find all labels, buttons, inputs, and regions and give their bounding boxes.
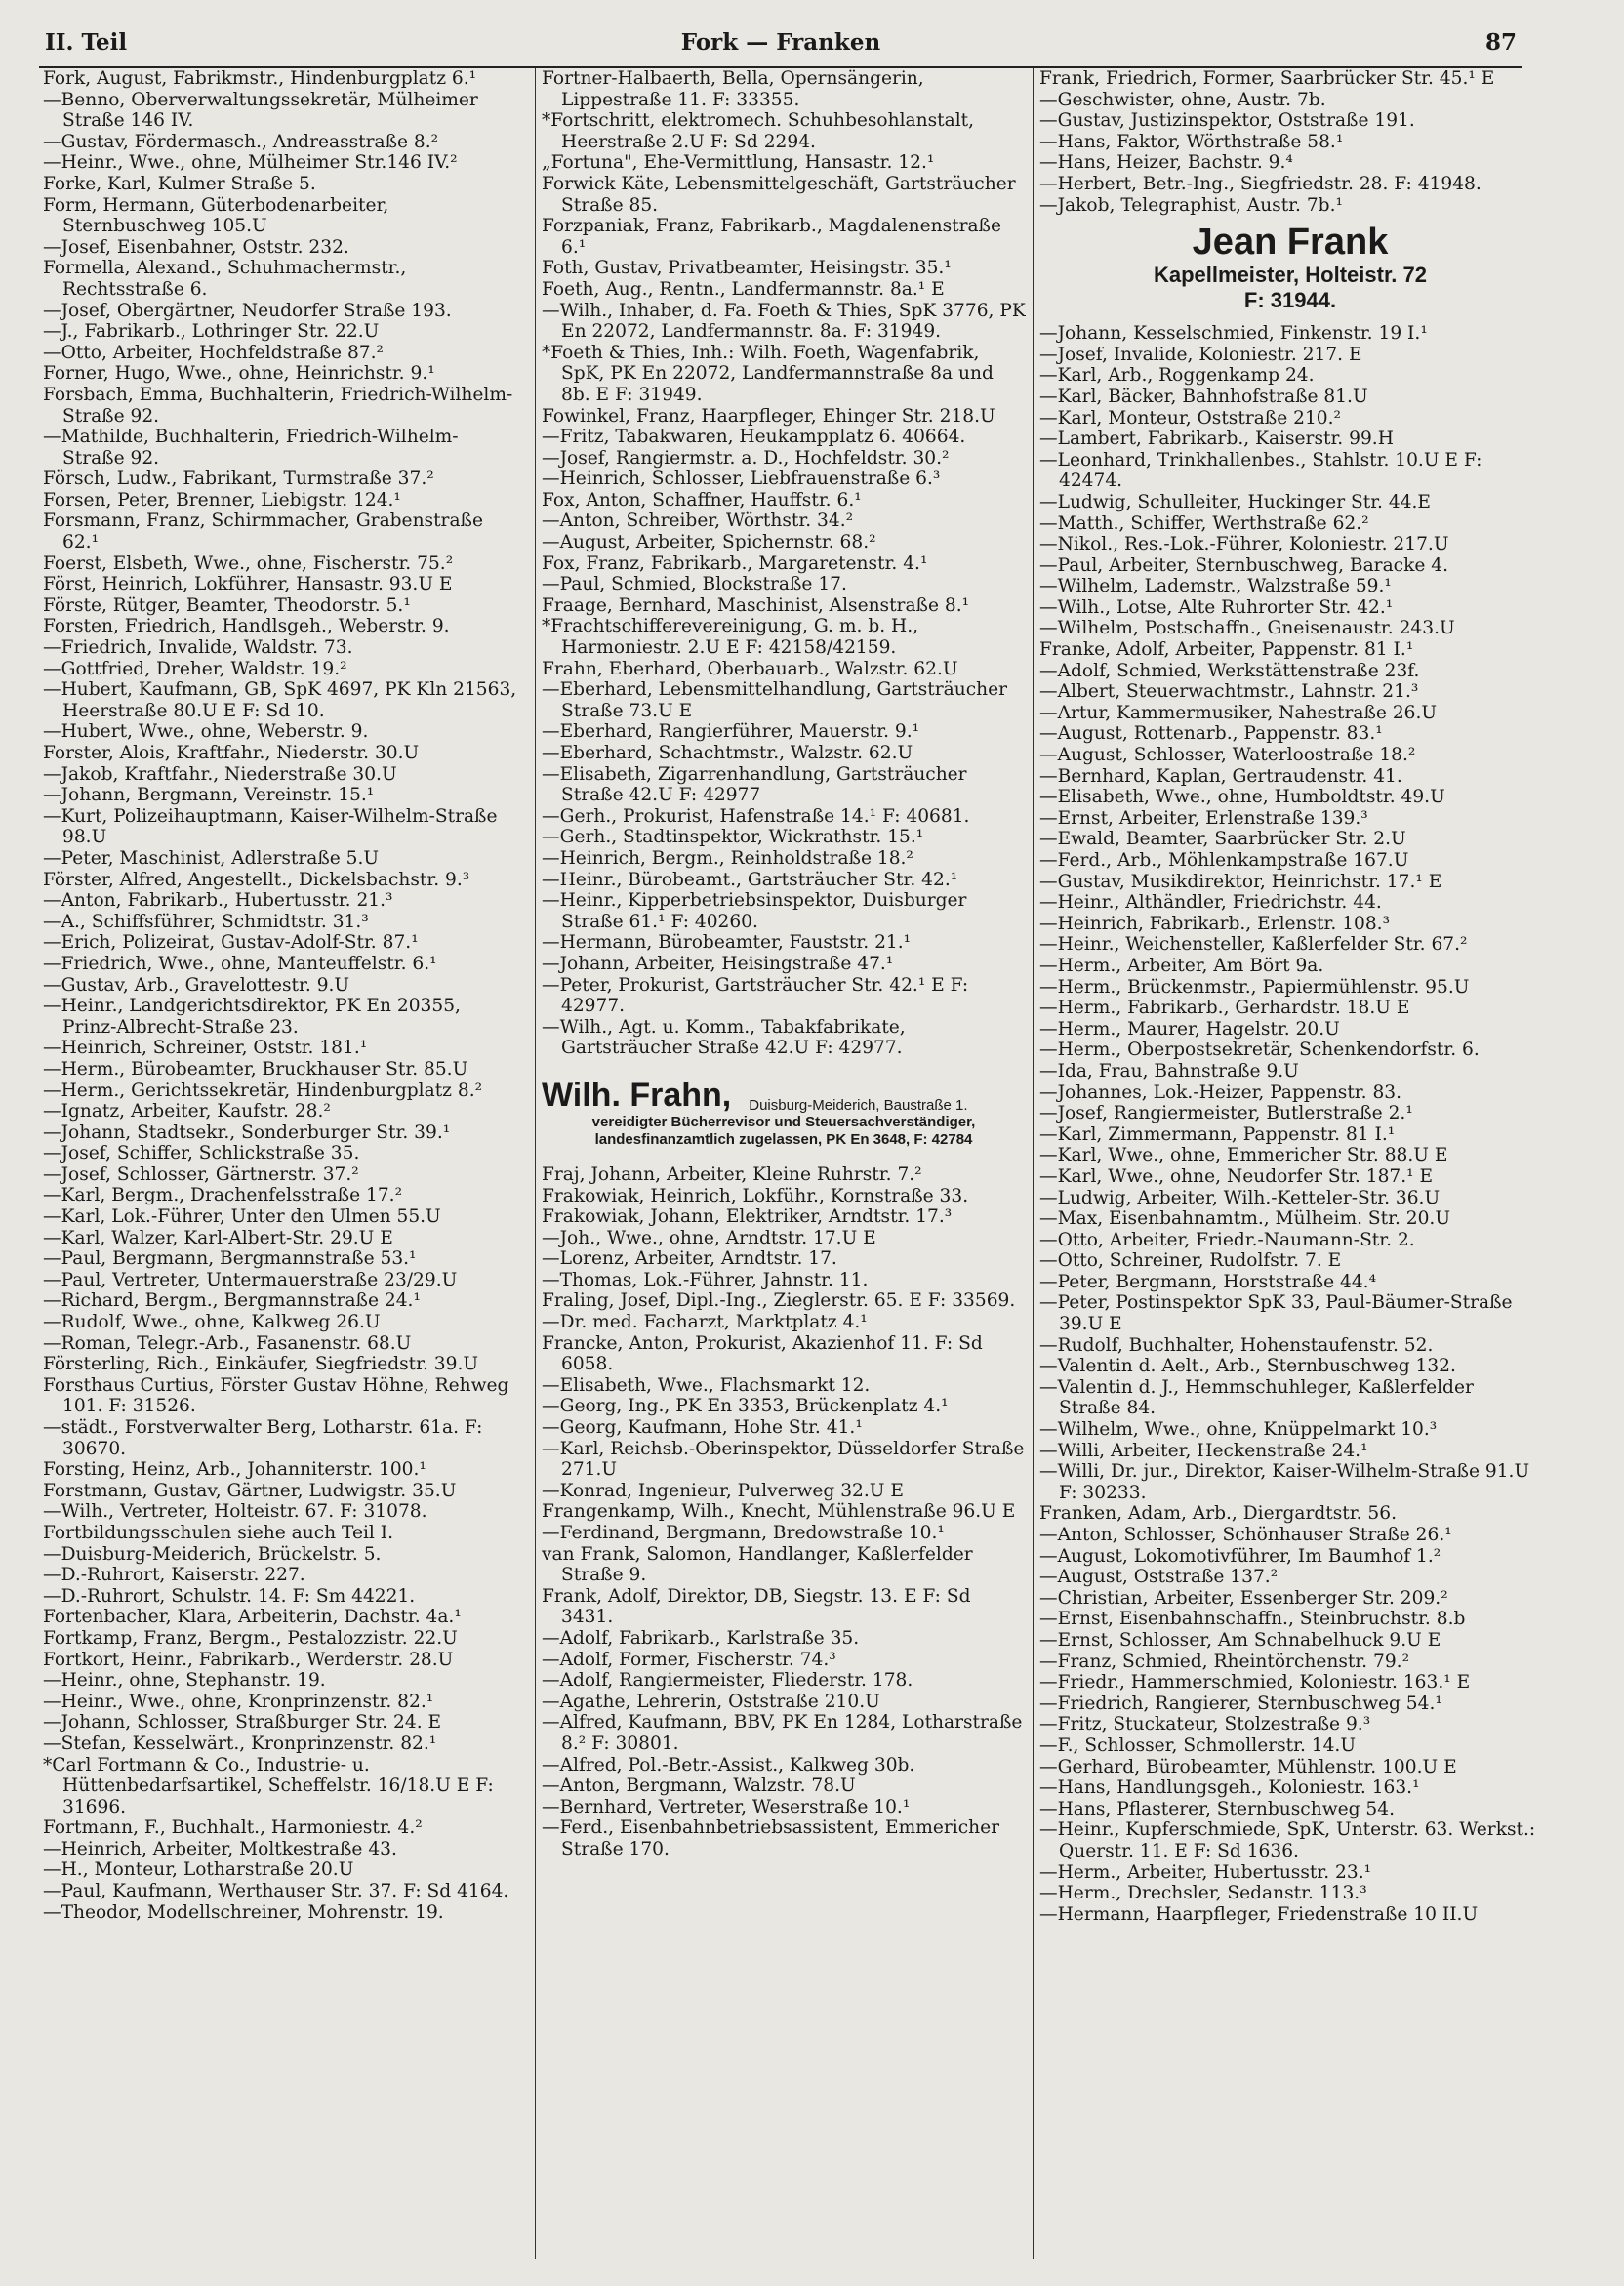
column-1-entries [43,68,517,1923]
directory-entry: Forsthaus Curtius, Förster Gustav Höhne, Rehweg 101. F: 31526. [43,1374,509,1417]
directory-entry: —Gustav, Fördermasch., Andreasstraße 8.² [43,131,439,152]
directory-entry: —Wilh., Lotse, Alte Ruhrorter Str. 42.¹ [1039,596,1394,618]
directory-entry: —Roman, Telegr.-Arb., Fasanenstr. 68.U [43,1332,412,1354]
directory-entry: —Kurt, Polizeihauptmann, Kaiser-Wilhelm-Straße 98.U [43,805,498,848]
directory-entry: —Anton, Schlosser, Schönhauser Straße 26.¹ [1039,1525,1452,1545]
directory-entry: —Friedrich, Invalide, Waldstr. 73. [43,637,353,659]
directory-entry: —Gottfried, Dreher, Waldstr. 19.² [43,658,347,679]
directory-entry: —August, Oststraße 137.² [1039,1567,1279,1588]
directory-entry: —August, Schlosser, Waterloostraße 18.² [1039,745,1416,766]
directory-entry: —Mathilde, Buchhalterin, Friedrich-Wilhelm-Straße 92. [43,427,459,469]
column-3 [1033,68,1541,2259]
directory-entry: —Elisabeth, Zigarrenhandlung, Gartsträucher Straße 42.U F: 42977 [542,763,967,806]
directory-entry: Förster, Alfred, Angestellt., Dickelsbachstr. 9.³ [43,869,470,890]
directory-entry: —Dr. med. Facharzt, Marktplatz 4.¹ [542,1312,868,1333]
directory-entry: —Heinrich, Schlosser, Liebfrauenstraße 6.³ [542,469,941,490]
directory-entry: —Karl, Monteur, Oststraße 210.² [1039,407,1341,429]
column-2 [535,68,1026,2259]
directory-entry: *Frachtschifferevereinigung, G. m. b. H., Harmoniestr. 2.U E F: 42158/42159. [542,616,919,659]
directory-entry: —Heinr., Weichensteller, Kaßlerfelder Str. 67.² [1039,934,1468,956]
directory-entry: —Heinrich, Bergm., Reinholdstraße 18.² [542,847,914,869]
directory-entry: —Ferd., Arb., Möhlenkampstraße 167.U [1039,850,1409,871]
ad-address: Duisburg-Meiderich, Baustraße 1. [749,1096,968,1114]
directory-entry: —Heinr., Wwe., ohne, Kronprinzenstr. 82.¹ [43,1691,434,1712]
directory-entry: —Ludwig, Schulleiter, Huckinger Str. 44.E [1039,491,1432,512]
directory-entry: —Gustav, Arb., Gravelottestr. 9.U [43,974,350,996]
directory-entry: —Adolf, Former, Fischerstr. 74.³ [542,1649,836,1670]
directory-entry: —Wilhelm, Wwe., ohne, Knüppelmarkt 10.³ [1039,1419,1438,1441]
directory-entry: —Leonhard, Trinkhallenbes., Stahlstr. 10.U E F: 42474. [1039,449,1482,492]
directory-entry: —Heinr., Kipperbetriebsinspektor, Duisburger Straße 61.¹ F: 40260. [542,890,967,932]
directory-entry: —Johann, Kesselschmied, Finkenstr. 19 I.¹ [1039,323,1428,345]
directory-entry: —Ernst, Schlosser, Am Schnabelhuck 9.U E [1039,1629,1441,1651]
directory-entry: Först, Heinrich, Lokführer, Hansastr. 93.U E [43,574,453,595]
directory-entry: Forsen, Peter, Brenner, Liebigstr. 124.¹ [43,489,401,510]
directory-entry: —Karl, Walzer, Karl-Albert-Str. 29.U E [43,1227,393,1248]
directory-entry: Frakowiak, Johann, Elektriker, Arndtstr. 17.³ [542,1206,953,1228]
directory-entry: Forzpaniak, Franz, Fabrikarb., Magdalenenstraße 6.¹ [542,216,1001,258]
directory-entry: —Gustav, Justizinspektor, Oststraße 191. [1039,110,1415,132]
directory-entry: —Johann, Arbeiter, Heisingstraße 47.¹ [542,953,894,974]
directory-entry: —Johannes, Lok.-Heizer, Pappenstr. 83. [1039,1082,1402,1103]
column-3-entries-top [1039,68,1541,216]
directory-entry: Försch, Ludw., Fabrikant, Turmstraße 37.² [43,469,434,490]
directory-entry: —Heinr., Kupferschmiede, SpK, Unterstr. 63. Werkst.: Querstr. 11. E F: Sd 1636. [1039,1819,1536,1861]
directory-entry: —Friedrich, Rangierer, Sternbuschweg 54.¹ [1039,1693,1442,1714]
directory-entry: —Elisabeth, Wwe., ohne, Humboldtstr. 49.U [1039,787,1445,808]
advertisement-wilh-frahn [542,1077,1026,1149]
directory-entry: —Hermann, Bürobeamter, Fauststr. 21.¹ [542,932,912,954]
directory-entry: Forster, Alois, Kraftfahr., Niederstr. 30.U [43,743,420,763]
directory-entry: —Paul, Schmied, Blockstraße 17. [542,574,847,595]
directory-entry: —Paul, Vertreter, Untermauerstraße 23/29.U [43,1269,458,1290]
directory-entry: Fowinkel, Franz, Haarpfleger, Ehinger Str. 218.U [542,405,995,427]
directory-entry: —Peter, Postinspektor SpK 33, Paul-Bäumer-Straße 39.U E [1039,1292,1513,1335]
directory-entry: —Wilhelm, Lademstr., Walzstraße 59.¹ [1039,576,1392,597]
directory-entry: Fortenbacher, Klara, Arbeiterin, Dachstr. 4a.¹ [43,1607,462,1628]
ad-line-2: F: 31944. [1243,288,1337,313]
directory-entry: „Fortuna", Ehe-Vermittlung, Hansastr. 12.¹ [542,152,935,174]
directory-entry: —Johann, Stadtsekr., Sonderburger Str. 39.¹ [43,1122,451,1143]
directory-entry: —Karl, Zimmermann, Pappenstr. 81 I.¹ [1039,1123,1396,1145]
directory-entry: —Agathe, Lehrerin, Oststraße 210.U [542,1691,880,1712]
directory-entry: —Alfred, Kaufmann, BBV, PK En 1284, Lotharstraße 8.² F: 30801. [542,1712,1023,1754]
directory-entry: —Ewald, Beamter, Saarbrücker Str. 2.U [1039,829,1406,850]
directory-entry: Fortner-Halbaerth, Bella, Opernsängerin, Lippestraße 11. F: 33355. [542,68,924,110]
directory-entry: —Herm., Arbeiter, Am Bört 9a. [1039,955,1324,976]
directory-entry: —Albert, Steuerwachtmstr., Lahnstr. 21.³ [1039,681,1419,703]
directory-entry: —Karl, Bergm., Drachenfelsstraße 17.² [43,1185,403,1206]
directory-entry: Frangenkamp, Wilh., Knecht, Mühlenstraße 96.U E [542,1501,1016,1523]
directory-entry: —Hans, Pflasterer, Sternbuschweg 54. [1039,1798,1395,1819]
directory-entry: —Rudolf, Buchhalter, Hohenstaufenstr. 52. [1039,1334,1434,1356]
directory-entry: —Hermann, Haarpfleger, Friedenstraße 10 II.U [1039,1903,1479,1925]
directory-entry: Försterling, Rich., Einkäufer, Siegfriedstr. 39.U [43,1354,479,1375]
directory-entry: —D.-Ruhrort, Kaiserstr. 227. [43,1565,305,1586]
directory-entry: —Max, Eisenbahnamtm., Mülheim. Str. 20.U [1039,1208,1451,1230]
ad-name: Wilh. Frahn, [542,1076,732,1114]
directory-entry: —Paul, Kaufmann, Werthauser Str. 37. F: Sd 4164. [43,1881,509,1902]
directory-entry: —Herbert, Betr.-Ing., Siegfriedstr. 28. F: 41948. [1039,173,1482,194]
directory-entry: —Gerh., Prokurist, Hafenstraße 14.¹ F: 40681. [542,805,970,827]
directory-entry: Fraj, Johann, Arbeiter, Kleine Ruhrstr. 7.² [542,1163,922,1185]
directory-entry: Fortbildungsschulen siehe auch Teil I. [43,1522,394,1543]
directory-entry: Fox, Anton, Schaffner, Hauffstr. 6.¹ [542,489,862,510]
directory-entry: Form, Hermann, Güterbodenarbeiter, Sternbuschweg 105.U [43,194,389,237]
directory-entry: —Paul, Arbeiter, Sternbuschweg, Baracke 4. [1039,554,1448,576]
directory-entry: —Karl, Reichsb.-Oberinspektor, Düsseldorfer Straße 271.U [542,1438,1025,1481]
directory-entry: —Herm., Maurer, Hagelstr. 20.U [1039,1018,1340,1040]
directory-entry: Fortkamp, Franz, Bergm., Pestalozzistr. 22.U [43,1627,458,1649]
directory-entry: Fortkort, Heinr., Fabrikarb., Werderstr. 28.U [43,1649,454,1670]
directory-entry: —Willi, Dr. jur., Direktor, Kaiser-Wilhelm-Straße 91.U F: 30233. [1039,1461,1530,1503]
page-number: 87 [1484,29,1517,56]
directory-entry: —Josef, Schlosser, Gärtnerstr. 37.² [43,1163,359,1185]
directory-entry: —Konrad, Ingenieur, Pulverweg 32.U E [542,1480,904,1501]
directory-entry: —Ernst, Arbeiter, Erlenstraße 139.³ [1039,807,1368,829]
directory-entry: —Nikol., Res.-Lok.-Führer, Koloniestr. 217.U [1039,534,1449,555]
directory-entry: Frank, Adolf, Direktor, DB, Siegstr. 13. E F: Sd 3431. [542,1585,971,1628]
directory-entry: —Geschwister, ohne, Austr. 7b. [1039,89,1326,110]
directory-entry: —Ferd., Eisenbahnbetriebsassistent, Emmericher Straße 170. [542,1817,1000,1859]
directory-entry: Fortmann, F., Buchhalt., Harmoniestr. 4.² [43,1817,423,1839]
directory-entry: —Artur, Kammermusiker, Nahestraße 26.U [1039,702,1438,723]
directory-entry: —Josef, Rangiermstr. a. D., Hochfeldstr. 30.² [542,447,950,469]
page-header [39,27,1522,68]
directory-entry: —August, Arbeiter, Spichernstr. 68.² [542,532,876,553]
directory-entry: —Heinr., Althändler, Friedrichstr. 44. [1039,892,1382,914]
directory-entry: —städt., Forstverwalter Berg, Lotharstr. 61a. F: 30670. [43,1417,483,1459]
directory-entry: —Anton, Bergmann, Walzstr. 78.U [542,1776,856,1797]
directory-entry: —Gerh., Stadtinspektor, Wickrathstr. 15.¹ [542,827,924,848]
directory-entry: —Willi, Arbeiter, Heckenstraße 24.¹ [1039,1440,1368,1461]
directory-entry: —Georg, Ing., PK En 3353, Brückenplatz 4.¹ [542,1396,949,1417]
directory-entry: —Elisabeth, Wwe., Flachsmarkt 12. [542,1374,871,1396]
directory-entry: —Josef, Rangiermeister, Butlerstraße 2.¹ [1039,1103,1413,1124]
directory-entry: —Adolf, Rangiermeister, Fliederstr. 178. [542,1670,914,1692]
directory-entry: Forsten, Friedrich, Handlsgeh., Weberstr. 9. [43,616,450,637]
directory-entry: —Friedrich, Wwe., ohne, Manteuffelstr. 6.¹ [43,953,437,974]
directory-entry: —Heinr., Bürobeamt., Gartsträucher Str. 42.¹ [542,869,958,890]
directory-entry: *Carl Fortmann & Co., Industrie- u. Hüttenbedarfsartikel, Scheffelstr. 16/18.U E F: 31696. [43,1754,494,1817]
column-1 [43,68,517,2259]
directory-entry: —Hubert, Kaufmann, GB, SpK 4697, PK Kln 21563, Heerstraße 80.U E F: Sd 10. [43,679,517,721]
directory-entry: Frakowiak, Heinrich, Lokführ., Kornstraße 33. [542,1185,969,1206]
directory-entry: Foeth, Aug., Rentn., Landfermannstr. 8a.¹ E [542,278,945,300]
ad-line-1: Kapellmeister, Holteistr. 72 [1153,263,1428,288]
directory-entry: —Hubert, Wwe., ohne, Weberstr. 9. [43,721,369,743]
directory-entry: —Johann, Schlosser, Straßburger Str. 24. E [43,1712,442,1734]
directory-entry: —J., Fabrikarb., Lothringer Str. 22.U [43,321,380,343]
directory-entry: —Herm., Oberpostsekretär, Schenkendorfstr. 6. [1039,1040,1480,1061]
directory-entry: —Benno, Oberverwaltungssekretär, Mülheimer Straße 146 IV. [43,89,478,132]
directory-entry: —Otto, Arbeiter, Friedr.-Naumann-Str. 2. [1039,1229,1415,1250]
directory-entry: —Otto, Arbeiter, Hochfeldstraße 87.² [43,342,384,363]
directory-entry: —Bernhard, Vertreter, Weserstraße 10.¹ [542,1796,911,1817]
directory-entry: —Jakob, Kraftfahr., Niederstraße 30.U [43,763,397,785]
column-2-entries-top [542,68,1026,1059]
directory-entry: —Eberhard, Rangierführer, Mauerstr. 9.¹ [542,721,920,743]
directory-entry: Forsmann, Franz, Schirmmacher, Grabenstraße 62.¹ [43,510,483,553]
directory-entry: Fox, Franz, Fabrikarb., Margaretenstr. 4.¹ [542,552,928,574]
directory-entry: —Theodor, Modellschreiner, Mohrenstr. 19. [43,1901,444,1923]
directory-entry: —Stefan, Kesselwärt., Kronprinzenstr. 82.¹ [43,1733,437,1754]
directory-entry: —Herm., Gerichtssekretär, Hindenburgplatz 8.² [43,1080,483,1101]
directory-entry: —Franz, Schmied, Rheintörchenstr. 79.² [1039,1651,1410,1672]
directory-entry: —Heinrich, Schreiner, Oststr. 181.¹ [43,1038,368,1059]
directory-entry: —Ignatz, Arbeiter, Kaufstr. 28.² [43,1101,331,1123]
directory-entry: —Friedr., Hammerschmied, Koloniestr. 163.¹ E [1039,1672,1471,1694]
directory-entry: Formella, Alexand., Schuhmachermstr., Rechtsstraße 6. [43,258,407,300]
directory-entry: —Erich, Polizeirat, Gustav-Adolf-Str. 87.¹ [43,932,419,954]
ad-name: Jean Frank [1192,222,1389,264]
directory-entry: —Heinrich, Arbeiter, Moltkestraße 43. [43,1838,397,1859]
directory-entry: —Heinr., Landgerichtsdirektor, PK En 20355, Prinz-Albrecht-Straße 23. [43,996,461,1038]
directory-entry: —Eberhard, Schachtmstr., Walzstr. 62.U [542,743,914,763]
directory-entry: —Ludwig, Arbeiter, Wilh.-Ketteler-Str. 36.U [1039,1187,1441,1208]
directory-entry: Forstmann, Gustav, Gärtner, Ludwigstr. 35.U [43,1480,457,1501]
directory-entry: —Peter, Prokurist, Gartsträucher Str. 42.¹ E F: 42977. [542,974,969,1017]
directory-entry: Frank, Friedrich, Former, Saarbrücker Str. 45.¹ E [1039,68,1495,89]
directory-entry: —Richard, Bergm., Bergmannstraße 24.¹ [43,1290,421,1312]
directory-entry: —Josef, Schiffer, Schlickstraße 35. [43,1143,360,1164]
directory-entry: —Wilh., Inhaber, d. Fa. Foeth & Thies, SpK 3776, PK En 22072, Landfermannstr. 8a. F: 31949. [542,300,1026,343]
directory-entry: —Matth., Schiffer, Werthstraße 62.² [1039,512,1369,534]
directory-entry: —Karl, Arb., Roggenkamp 24. [1039,365,1315,387]
directory-entry: —Thomas, Lok.-Führer, Jahnstr. 11. [542,1269,869,1290]
directory-entry: —Herm., Drechsler, Sedanstr. 113.³ [1039,1883,1367,1904]
directory-entry: —Valentin d. Aelt., Arb., Sternbuschweg 132. [1039,1356,1456,1377]
directory-entry: —Fritz, Tabakwaren, Heukampplatz 6. 40664. [542,427,966,448]
directory-entry: Forke, Karl, Kulmer Straße 5. [43,173,316,194]
directory-entry: Fraling, Josef, Dipl.-Ing., Zieglerstr. 65. E F: 33569. [542,1290,1016,1312]
directory-entry: —Eberhard, Lebensmittelhandlung, Gartsträucher Straße 73.U E [542,679,1007,721]
directory-entry: van Frank, Salomon, Handlanger, Kaßlerfelder Straße 9. [542,1543,973,1586]
directory-entry: —Georg, Kaufmann, Hohe Str. 41.¹ [542,1417,863,1439]
directory-entry: —Adolf, Fabrikarb., Karlstraße 35. [542,1627,860,1649]
directory-entry: —Lorenz, Arbeiter, Arndtstr. 17. [542,1248,837,1270]
directory-entry: —H., Monteur, Lotharstraße 20.U [43,1859,354,1881]
directory-entry: —Paul, Bergmann, Bergmannstraße 53.¹ [43,1248,417,1270]
directory-entry: —Herm., Arbeiter, Hubertusstr. 23.¹ [1039,1861,1372,1883]
directory-entry: —Karl, Wwe., ohne, Emmericher Str. 88.U E [1039,1145,1448,1166]
directory-entry: —Wilhelm, Postschaffn., Gneisenaustr. 243.U [1039,618,1455,639]
directory-entry: Forner, Hugo, Wwe., ohne, Heinrichstr. 9.¹ [43,363,435,385]
directory-entry: —Christian, Arbeiter, Essenberger Str. 209.² [1039,1587,1448,1609]
directory-entry: —Gustav, Musikdirektor, Heinrichstr. 17.¹ E [1039,871,1442,892]
directory-entry: *Foeth & Thies, Inh.: Wilh. Foeth, Wagenfabrik, SpK, PK En 22072, Landfermannstraße 8a und 8b. E F: 31949. [542,342,994,405]
column-2-entries-bottom [542,1164,1026,1860]
directory-entry: —Alfred, Pol.-Betr.-Assist., Kalkweg 30b. [542,1754,915,1776]
directory-entry: —Peter, Maschinist, Adlerstraße 5.U [43,847,380,869]
column-3-entries-bottom [1039,323,1541,1925]
directory-entry: —Adolf, Schmied, Werkstättenstraße 23f. [1039,660,1420,681]
directory-entry: —August, Lokomotivführer, Im Baumhof 1.² [1039,1545,1441,1567]
directory-entry: —Johann, Bergmann, Vereinstr. 15.¹ [43,785,375,806]
directory-entry: —Heinr., Wwe., ohne, Mülheimer Str.146 IV.² [43,152,458,174]
directory-entry: —Heinr., ohne, Stephanstr. 19. [43,1670,326,1692]
page-running-title: Fork — Franken [680,29,881,56]
directory-entry: —Ida, Frau, Bahnstraße 9.U [1039,1060,1299,1082]
directory-entry: —Karl, Bäcker, Bahnhofstraße 81.U [1039,386,1368,407]
directory-entry: Francke, Anton, Prokurist, Akazienhof 11. F: Sd 6058. [542,1332,983,1375]
directory-entry: —August, Rottenarb., Pappenstr. 83.¹ [1039,723,1383,745]
directory-entry: —Hans, Handlungsgeh., Koloniestr. 163.¹ [1039,1777,1420,1799]
directory-entry: —Peter, Bergmann, Horststraße 44.⁴ [1039,1271,1377,1292]
directory-entry: Foerst, Elsbeth, Wwe., ohne, Fischerstr. 75.² [43,552,454,574]
directory-entry: —Hans, Faktor, Wörthstraße 58.¹ [1039,131,1344,152]
directory-entry: —Herm., Bürobeamter, Bruckhauser Str. 85.U [43,1058,468,1080]
directory-entry: —Gerhard, Bürobeamter, Mühlenstr. 100.U E [1039,1756,1457,1777]
directory-entry: Forwick Käte, Lebensmittelgeschäft, Gartsträucher Straße 85. [542,173,1016,216]
directory-entry: —Otto, Schreiner, Rudolfstr. 7. E [1039,1250,1342,1272]
directory-entry: —Anton, Fabrikarb., Hubertusstr. 21.³ [43,890,393,912]
directory-entry: —Josef, Eisenbahner, Oststr. 232. [43,236,349,258]
directory-entry: —Hans, Heizer, Bachstr. 9.⁴ [1039,152,1293,174]
directory-entry: —Heinrich, Fabrikarb., Erlenstr. 108.³ [1039,913,1391,934]
directory-entry: —F., Schlosser, Schmollerstr. 14.U [1039,1735,1357,1756]
directory-entry: —A., Schiffsführer, Schmidtstr. 31.³ [43,911,369,932]
directory-entry: —Anton, Schreiber, Wörthstr. 34.² [542,510,854,532]
directory-entry: —Josef, Obergärtner, Neudorfer Straße 193. [43,300,452,321]
directory-entry: Förste, Rütger, Beamter, Theodorstr. 5.¹ [43,594,411,616]
directory-entry: *Fortschritt, elektromech. Schuhbesohlanstalt, Heerstraße 2.U F: Sd 2294. [542,110,975,152]
directory-entry: Fork, August, Fabrikmstr., Hindenburgplatz 6.¹ [43,68,477,89]
directory-entry: —Herm., Fabrikarb., Gerhardstr. 18.U E [1039,998,1410,1019]
directory-entry: Foth, Gustav, Privatbeamter, Heisingstr. 35.¹ [542,258,952,279]
directory-entry: Forsting, Heinz, Arb., Johanniterstr. 100.¹ [43,1459,426,1481]
directory-entry: —Ferdinand, Bergmann, Bredowstraße 10.¹ [542,1523,945,1543]
directory-entry: —Ernst, Eisenbahnschaffn., Steinbruchstr. 8.b [1039,1609,1466,1630]
directory-entry: —Herm., Brückenmstr., Papiermühlenstr. 95.U [1039,976,1470,998]
ad-description: vereidigter Bücherrevisor und Steuersachverständiger, landesfinanzamtlich zugelassen, PK En 3648, F: 42784 [591,1113,976,1148]
directory-entry: —Fritz, Stuckateur, Stolzestraße 9.³ [1039,1714,1371,1735]
directory-entry: —Karl, Wwe., ohne, Neudorfer Str. 187.¹ E [1039,1165,1434,1187]
directory-entry: —Valentin d. J., Hemmschuhleger, Kaßlerfelder Straße 84. [1039,1376,1474,1419]
directory-entry: —Duisburg-Meiderich, Brückelstr. 5. [43,1543,382,1565]
directory-entry: —Wilh., Vertreter, Holteistr. 67. F: 31078. [43,1501,427,1523]
directory-entry: —Joh., Wwe., ohne, Arndtstr. 17.U E [542,1227,876,1248]
directory-entry: —Lambert, Fabrikarb., Kaiserstr. 99.H [1039,429,1394,450]
directory-entry: Franke, Adolf, Arbeiter, Pappenstr. 81 I.¹ [1039,639,1414,661]
directory-entry: Forsbach, Emma, Buchhalterin, Friedrich-Wilhelm-Straße 92. [43,384,513,427]
directory-entry: —D.-Ruhrort, Schulstr. 14. F: Sm 44221. [43,1585,416,1607]
directory-entry: Franken, Adam, Arb., Diergardtstr. 56. [1039,1503,1397,1525]
directory-entry: Frahn, Eberhard, Oberbauarb., Walzstr. 62.U [542,658,958,679]
directory-entry: —Josef, Invalide, Koloniestr. 217. E [1039,344,1362,365]
directory-entry: —Bernhard, Kaplan, Gertraudenstr. 41. [1039,765,1402,787]
directory-entry: —Rudolf, Wwe., ohne, Kalkweg 26.U [43,1312,381,1333]
directory-entry: —Jakob, Telegraphist, Austr. 7b.¹ [1039,194,1343,216]
directory-entry: —Wilh., Agt. u. Komm., Tabakfabrikate, Gartsträucher Straße 42.U F: 42977. [542,1016,906,1059]
advertisement-jean-frank [1039,222,1541,313]
section-label: II. Teil [45,29,128,56]
directory-entry: Fraage, Bernhard, Maschinist, Alsenstraße 8.¹ [542,594,970,616]
directory-entry: —Karl, Lok.-Führer, Unter den Ulmen 55.U [43,1206,441,1228]
